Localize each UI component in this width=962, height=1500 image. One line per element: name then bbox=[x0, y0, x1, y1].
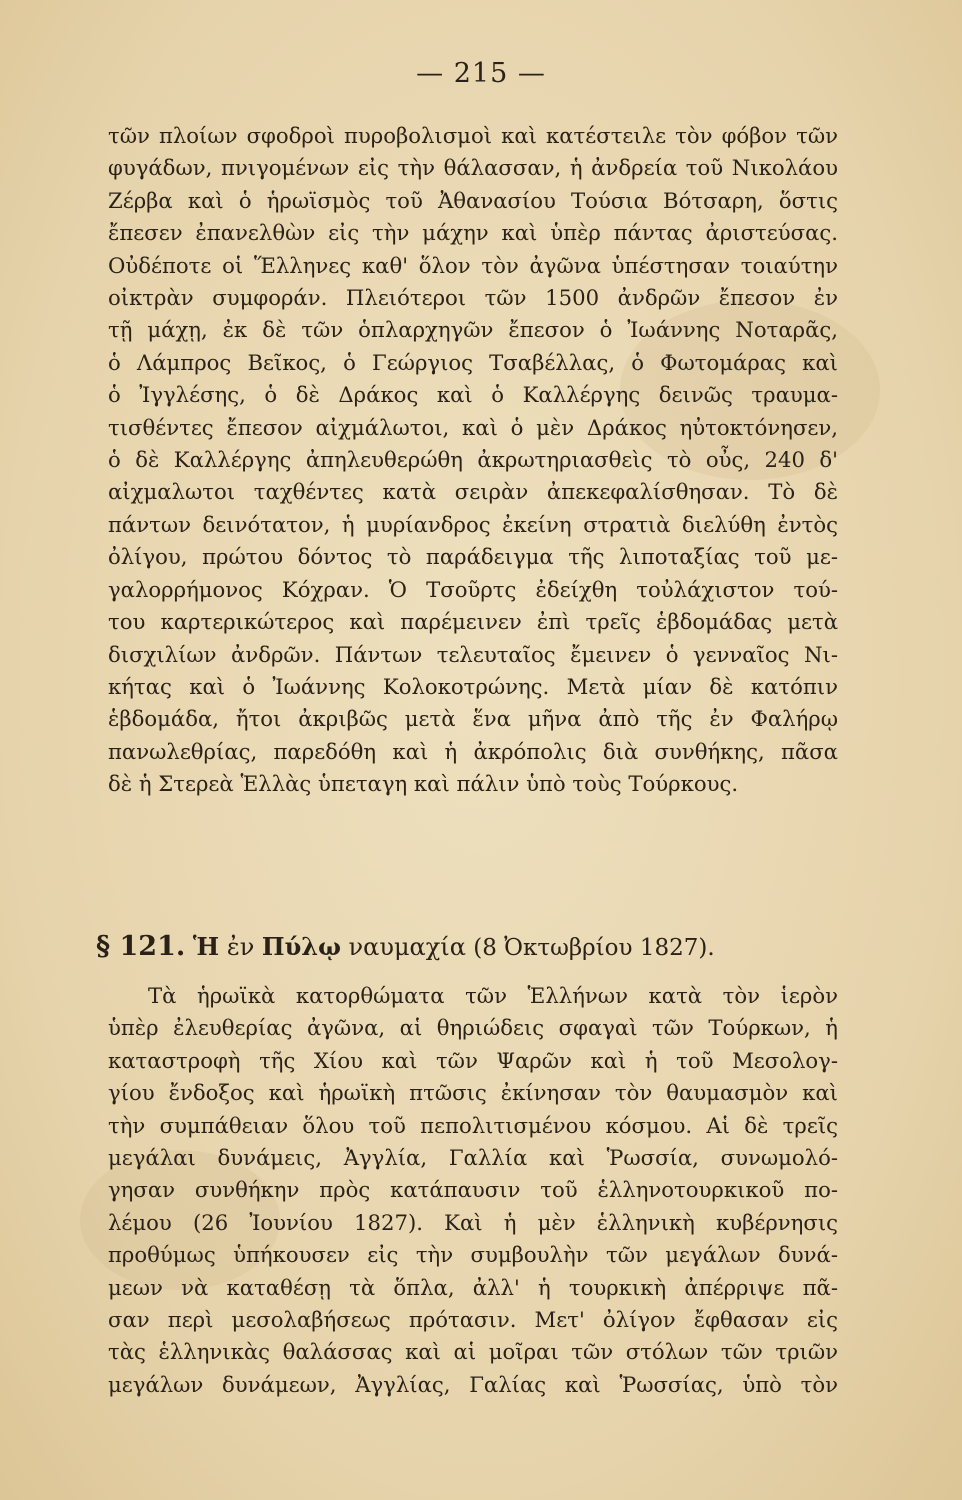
text-line: δὲ ἡ Στερεὰ Ἑλλὰς ὑπεταγη καὶ πάλιν ὑπὸ τοὺς Τούρκους. bbox=[108, 771, 739, 797]
text-line: ἑβδομάδα, ἤτοι ἀκριβῶς μετὰ ἕνα μῆνα ἀπὸ τῆς ἐν Φαλήρῳ bbox=[108, 706, 838, 732]
text-line: ὁ Λάμπρος Βεῖκος, ὁ Γεώργιος Τσαβέλλας, ὁ Φωτομάρας καὶ bbox=[108, 349, 838, 375]
text-line: πάντων δεινότατον, ἡ μυρίανδρος ἐκείνη στρατιὰ διελύθη ἐντὸς bbox=[108, 511, 838, 537]
text-line: αἰχμαλωτοι ταχθέντες κατὰ σειρὰν ἀπεκεφαλίσθησαν. Τὸ δὲ bbox=[108, 479, 838, 505]
page-number: — 215 — bbox=[416, 58, 546, 89]
text-line: ὑπὲρ ἐλευθερίας ἀγῶνα, αἱ θηριώδεις σφαγαὶ τῶν Τούρκων, ἡ bbox=[108, 1015, 838, 1041]
text-line: κήτας καὶ ὁ Ἰωάννης Κολοκοτρώνης. Μετὰ μίαν δὲ κατόπιν bbox=[108, 673, 838, 699]
text-line: μεγάλαι δυνάμεις, Ἀγγλία, Γαλλία καὶ Ῥωσσία, συνωμολό- bbox=[108, 1145, 838, 1171]
section-number: § 121. bbox=[96, 931, 186, 962]
text-line: οἰκτρὰν συμφοράν. Πλειότεροι τῶν 1500 ἀνδρῶν ἔπεσον ἐν bbox=[108, 285, 838, 311]
section-title-word: Πύλῳ bbox=[261, 932, 341, 961]
text-line: γίου ἔνδοξος καὶ ἡρωϊκὴ πτῶσις ἐκίνησαν τὸν θαυμασμὸν καὶ bbox=[108, 1080, 838, 1106]
text-line: φυγάδων, πνιγομένων εἰς τὴν θάλασσαν, ἡ ἀνδρεία τοῦ Νικολάου bbox=[108, 155, 838, 181]
text-line: του καρτερικώτερος καὶ παρέμεινεν ἐπὶ τρεῖς ἑβδομάδας μετὰ bbox=[108, 609, 838, 635]
text-line: μεγάλων δυνάμεων, Ἀγγλίας, Γαλίας καὶ Ῥωσσίας, ὑπὸ τὸν bbox=[108, 1371, 838, 1397]
section-title-rest: ναυμαχία bbox=[340, 933, 466, 961]
text-line: τισθέντες ἔπεσον αἰχμάλωτοι, καὶ ὁ μὲν Δράκος ηὐτοκτόνησεν, bbox=[108, 414, 838, 440]
text-line: μεων νὰ καταθέσῃ τὰ ὅπλα, ἀλλ' ἡ τουρκικὴ ἀπέρριψε πᾶ- bbox=[108, 1274, 838, 1300]
text-line: τῇ μάχῃ, ἐκ δὲ τῶν ὁπλαρχηγῶν ἔπεσον ὁ Ἰωάννης Νοταρᾶς, bbox=[108, 317, 838, 343]
text-line: καταστροφὴ τῆς Χίου καὶ τῶν Ψαρῶν καὶ ἡ τοῦ Μεσολογ- bbox=[108, 1047, 838, 1073]
text-line: σαν περὶ μεσολαβήσεως πρότασιν. Μετ' ὀλίγον ἔφθασαν εἰς bbox=[108, 1307, 838, 1333]
section-title-mid: ἐν bbox=[219, 933, 262, 961]
text-line: προθύμως ὑπήκουσεν εἰς τὴν συμβουλὴν τῶν μεγάλων δυνά- bbox=[108, 1242, 838, 1268]
section-date: (8 Ὀκτωβρίου 1827). bbox=[465, 935, 715, 961]
text-line: δισχιλίων ἀνδρῶν. Πάντων τελευταῖος ἔμεινεν ὁ γενναῖος Νι- bbox=[108, 641, 838, 667]
text-line: γαλορρήμονος Κόχραν. Ὁ Τσοῦρτς ἐδείχθη τοὐλάχιστον τού- bbox=[108, 576, 838, 602]
paragraph-2 bbox=[108, 980, 838, 1401]
section-title-lead: Ἡ bbox=[192, 932, 220, 961]
section-heading bbox=[96, 927, 836, 968]
paragraph-1 bbox=[108, 120, 838, 801]
text-line: τῶν πλοίων σφοδροὶ πυροβολισμοὶ καὶ κατέστειλε τὸν φόβον τῶν bbox=[108, 123, 838, 148]
text-line: λέμου (26 Ἰουνίου 1827). Καὶ ἡ μὲν ἑλληνικὴ κυβέρνησις bbox=[108, 1209, 838, 1235]
text-line: Οὐδέποτε οἱ Ἕλληνες καθ' ὅλον τὸν ἀγῶνα ὑπέστησαν τοιαύτην bbox=[108, 252, 838, 278]
text-line: γησαν συνθήκην πρὸς κατάπαυσιν τοῦ ἑλληνοτουρκικοῦ πο- bbox=[108, 1177, 838, 1203]
text-line: τὰς ἑλληνικὰς θαλάσσας καὶ αἱ μοῖραι τῶν στόλων τῶν τριῶν bbox=[108, 1339, 838, 1365]
text-line: Τὰ ἡρωϊκὰ κατορθώματα τῶν Ἑλλήνων κατὰ τὸν ἱερὸν bbox=[148, 983, 838, 1008]
text-line: τὴν συμπάθειαν ὅλου τοῦ πεπολιτισμένου κόσμου. Αἱ δὲ τρεῖς bbox=[108, 1112, 838, 1138]
text-line: Ζέρβα καὶ ὁ ἡρωϊσμὸς τοῦ Ἀθανασίου Τούσια Βότσαρη, ὅστις bbox=[108, 187, 838, 213]
text-line: ὁ Ἰγγλέσης, ὁ δὲ Δράκος καὶ ὁ Καλλέργης δεινῶς τραυμα- bbox=[108, 382, 838, 408]
text-line: πανωλεθρίας, παρεδόθη καὶ ἡ ἀκρόπολις διὰ συνθήκης, πᾶσα bbox=[108, 738, 838, 764]
text-line: ὁ δὲ Καλλέργης ἀπηλευθερώθη ἀκρωτηριασθεὶς τὸ οὖς, 240 δ' bbox=[108, 447, 838, 473]
text-line: ἔπεσεν ἐπανελθὼν εἰς τὴν μάχην καὶ ὑπὲρ πάντας ἀριστεύσας. bbox=[108, 220, 838, 246]
text-line: ὀλίγου, πρώτου δόντος τὸ παράδειγμα τῆς λιποταξίας τοῦ με- bbox=[108, 544, 838, 570]
